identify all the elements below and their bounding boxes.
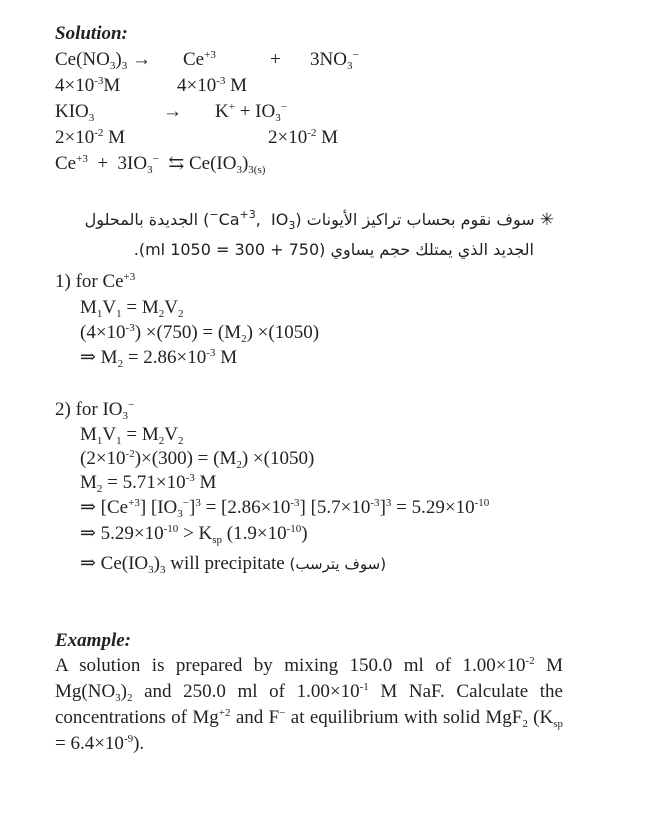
part-2-substitution: $(2\times 10^{-2})\times(300) = (M_2) \times(1050)$ [80,448,315,471]
part-1-label: 1) for $Ce^{+3}$ [55,271,136,292]
example-problem-text: A solution is prepared by mixing 150.0 ml of $1.00\times 10^{-2}$ M $Mg(NO_3)_2$ and 250.0 ml of $1.00\times 10^{-1}$ M NaF. Calculate the concentrations of $Mg^{+2}$ and F− at equilibrium with solid MgF$_2$ $(K_{sp} = 6.4\times 10^{-9})$. [55,655,564,754]
part-2-label: 2) for $IO_3^-$ [55,399,135,422]
equation-3: $Ce^{+3} + 3IO_3^-$ ⇆ $Ce(IO_3)_{3(s)}$ [55,153,266,176]
part-1-substitution: $(4\times 10^{-3}) \times(750) = (M_2) \times(1050)$ [80,322,320,345]
part-1-dilution-formula: $M_1V_1 = M_2V_2$ [80,297,184,320]
part-2-dilution-formula: $M_1V_1 = M_2V_2$ [80,424,184,447]
precipitate-conclusion: ⇒ $Ce(IO_3)_3$ will precipitate (سوف يترسب) [80,553,387,576]
part-1-result: ⇒ $M_2 = 2.86\times 10^{-3}$ M [80,347,238,370]
arabic-note-line-2: الجديد الذي يمتلك حجم يساوي (750 + 300 = 1050 ml). [133,240,534,259]
concentration-line-2: $2\times 10^{-2}$ M $2\times 10^{-2}$ M [55,127,339,148]
arabic-note-line-1: ✳ سوف نقوم بحساب تراكيز الأيونات ($Ca^{+3}$, $IO_3^-$) الجديدة بالمحلول [84,208,554,232]
equation-1: $Ce(NO_3)_3$ → $Ce^{+3}$ + $3NO_3^-$ [55,49,359,72]
example-heading: Example: [55,630,131,651]
ion-product-line: ⇒ $[Ce^{+3}] [IO_3^-]^3 = [2.86\times 10^{-3}] [5.7\times 10^{-3}]^3 = 5.29\times 10^{-10}$ [80,497,490,520]
concentration-line-1: $4\times 10^{-3}M$ $4\times 10^{-3}$ M [55,75,248,96]
part-2-result: $M_2 = 5.71\times 10^{-3}$ M [80,472,217,495]
equation-2: $KIO_3$ → $K^+ + IO_3^-$ [55,101,287,124]
ksp-comparison-line: ⇒ $5.29\times 10^{-10} > K_{sp}$ $(1.9\times 10^{-10})$ [80,523,308,546]
solution-heading: Solution: [55,23,128,44]
